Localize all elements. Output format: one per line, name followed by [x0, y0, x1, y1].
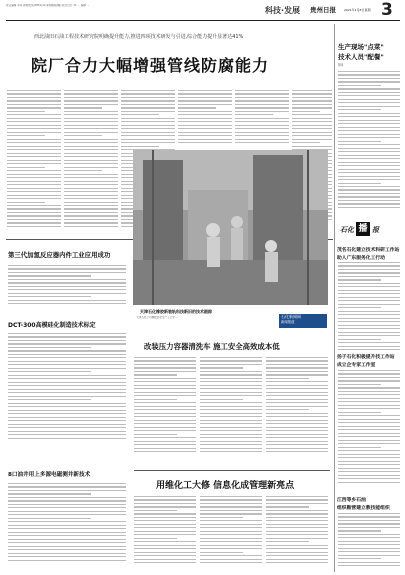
sidebar-byline: 陈明: [338, 64, 344, 67]
lead-col-2: [64, 90, 118, 236]
story-3-headline: 8口油井用上多源电磁测井新技术: [8, 472, 91, 478]
sidebar-lower-body: [338, 370, 400, 492]
news-photo: [133, 150, 328, 305]
story-4-headline: 改装压力容器清洗车 施工安全高效成本低: [144, 342, 280, 351]
story-5-col-2: [200, 496, 262, 570]
lead-col-5: [235, 90, 289, 150]
factory-scene-image: [133, 150, 328, 305]
sidebar-top-headline-2: 技术人员"配餐": [338, 53, 384, 61]
sidebar-mid-headline-1: 茂名石化建立技术科研工作站: [337, 248, 400, 253]
lead-kicker: 西北油田石油工程技术研究院明确提升能力,推进四项技术研发与引进,综合能力提升显著达41%: [34, 34, 244, 40]
story-2-headline: DCT-300高模硅化制造技术标定: [8, 322, 96, 329]
story-4-col-1: [134, 357, 196, 462]
lead-col-4: [178, 90, 232, 150]
sidebar-bottom-headline-2: 组织鞍营建立教技能组织: [337, 506, 390, 511]
brand-suffix: 报: [372, 226, 379, 234]
photo-badge-line2: 新闻报道: [281, 320, 295, 324]
paper-name: 贵州日报: [310, 6, 336, 14]
lead-headline: 院厂合力大幅增强管线防腐能力: [31, 56, 270, 75]
story-5-col-3: [266, 496, 328, 570]
section-label: 科技·发展: [265, 6, 301, 15]
sidebar-divider: [334, 24, 335, 572]
story-1-headline: 第三代加氢反应器内件工业应用成功: [8, 251, 111, 259]
masthead-meta: 责任编辑 李东 新闻热线(0851)12 新闻邮箱(略) 版式设计 11 ... 编辑 ...: [6, 4, 90, 7]
story-2-body: [8, 333, 126, 448]
brand-prefix: 石化: [340, 226, 354, 234]
sidebar-lower-headline-2: 成立企专家工作室: [337, 363, 376, 368]
story-1-body: [8, 265, 126, 313]
sidebar-mid-headline-2: 助人广东服务化工行动: [337, 256, 385, 261]
story-3-body: [8, 483, 126, 569]
sidebar-bottom-headline-1: 江西等乡石油: [337, 498, 366, 503]
lead-col-1: [7, 90, 61, 236]
story-5-headline: 用维化工大修 信息化成管理新亮点: [156, 481, 295, 491]
brand-mark: 播: [356, 222, 370, 236]
sidebar-lower-headline-1: 扬子石化积极提升技工作站: [337, 355, 395, 360]
section-rule-2: [134, 470, 330, 471]
sidebar-brand: [340, 222, 400, 240]
story-5-col-1: [134, 496, 196, 570]
sidebar-bottom-body: [338, 513, 400, 571]
sidebar-top-headline-1: 生产现场"点菜": [338, 43, 384, 51]
sidebar-top-body: [338, 71, 400, 216]
issue-date: 2021年1月8日星期: [344, 8, 371, 12]
page-number: 3: [381, 0, 393, 20]
masthead-rule: [6, 20, 400, 21]
sidebar-mid-body: [338, 262, 400, 358]
photo-badge: [279, 314, 327, 328]
story-4-col-2: [200, 357, 262, 462]
photo-caption-body: 天津石化公司橡胶部在生产工艺中....: [136, 316, 179, 319]
photo-badge-line1: 石化新闻网: [281, 314, 301, 319]
photo-caption-title: 天津石化橡胶新装轨科技新旧的技术跟踪: [140, 309, 212, 314]
story-4-col-3: [266, 357, 328, 462]
